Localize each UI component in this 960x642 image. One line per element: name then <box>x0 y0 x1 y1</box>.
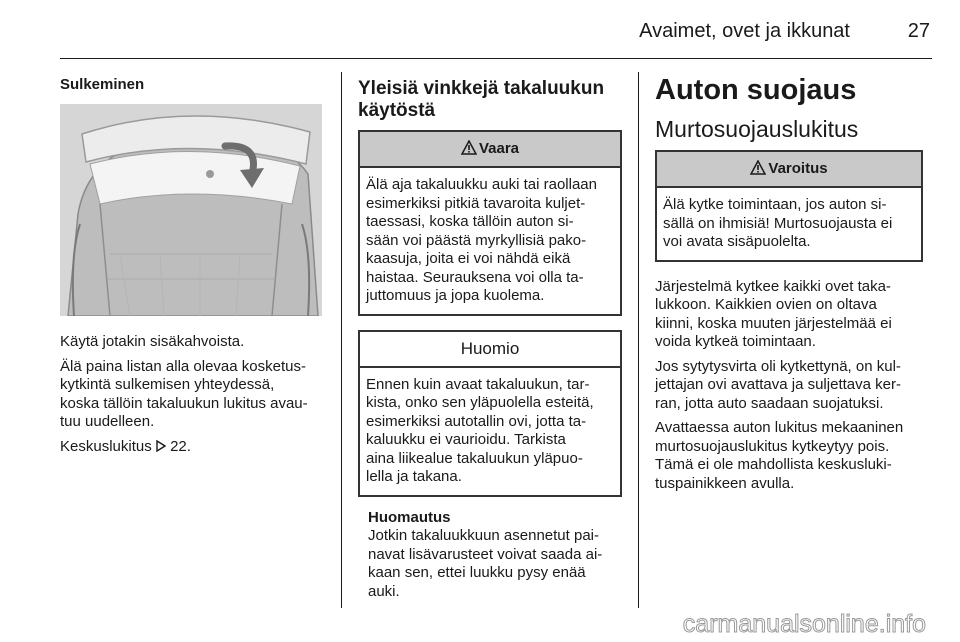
notice-box-body <box>360 368 620 495</box>
text-line: Avattaessa auton lukitus mekaaninen <box>655 419 904 436</box>
warning-box-body <box>657 188 921 260</box>
warning-triangle-icon <box>750 160 766 175</box>
paragraph <box>655 419 923 493</box>
text-line: sään voi päästä myrkyllisiä pako- <box>366 231 587 249</box>
note-title: Huomautus <box>368 508 451 526</box>
text-line: murtosuojauslukitus kytkeytyy pois. <box>655 437 890 455</box>
notice-box-header: Huomio <box>360 332 620 368</box>
closing-text <box>60 333 330 462</box>
cross-reference-label: Keskuslukitus <box>60 437 152 455</box>
text-line: navat lisävarusteet voivat saada ai- <box>368 545 603 563</box>
subheading-deadlocking: Murtosuojauslukitus <box>655 116 859 142</box>
section-heading-tips <box>358 78 622 122</box>
text-line: kytkintä sulkemisen yhteydessä, <box>60 376 275 393</box>
text-line: ran, jotta auto saadaan suojatuksi. <box>655 394 884 412</box>
tailgate-tips-column <box>358 78 622 601</box>
deadlock-text <box>655 278 923 494</box>
text-line: esimerkiksi pitkiä tavaroita kuljet- <box>366 194 586 212</box>
text-line: auki. <box>368 582 400 600</box>
caution-paragraph <box>60 358 330 432</box>
text-line: voida kytkeä toimintaan. <box>655 333 816 350</box>
text-line: lukkoon. Kaikkien ovien on oltava <box>655 296 877 313</box>
text-line: voi avata sisäpuolelta. <box>663 233 811 250</box>
section-heading-closing: Sulkeminen <box>60 76 145 93</box>
danger-box <box>358 130 622 316</box>
watermark <box>590 606 930 640</box>
text-line: haistaa. Seurauksena voi olla ta- <box>366 268 584 286</box>
text-line: Jos sytytysvirta oli kytkettynä, on kul- <box>655 357 901 375</box>
text-line: tuspainikkeen avulla. <box>655 474 795 492</box>
text-line: Järjestelmä kytkee kaikki ovet taka- <box>655 277 891 295</box>
cross-reference <box>60 438 330 457</box>
warning-box-header <box>657 152 921 188</box>
text-line: esimerkiksi autotallin ovi, jotta ta- <box>366 412 587 430</box>
text-line: kista, onko sen yläpuolella esteitä, <box>366 394 594 411</box>
text-line: Tämä ei ole mahdollista keskusluki- <box>655 456 892 473</box>
vehicle-security-column <box>655 74 923 499</box>
warning-box <box>655 150 923 262</box>
text-line: kaluukku ei vaurioidu. Tarkista <box>366 431 566 448</box>
text-line: kaan sen, ettei luukku pysy enää <box>368 564 586 581</box>
danger-box-header <box>360 132 620 168</box>
text-line: Jotkin takaluukkuun asennetut pai- <box>368 527 599 544</box>
page-reference-icon <box>156 440 166 452</box>
text-line: Älä paina listan alla olevaa kosketus- <box>60 357 306 375</box>
danger-box-body <box>360 168 620 314</box>
note-block <box>358 509 622 602</box>
running-header-title: Avaimet, ovet ja ikkunat <box>639 20 850 42</box>
column-divider-right <box>638 72 639 608</box>
section-heading-vehicle-security: Auton suojaus <box>655 74 857 106</box>
notice-box <box>358 330 622 497</box>
text-line: Älä kytke toimintaan, jos auton si- <box>663 196 887 213</box>
tailgate-drawing <box>60 104 322 316</box>
warning-triangle-icon <box>461 140 477 155</box>
text-line: taessasi, koska tällöin auton si- <box>366 213 574 230</box>
instruction-paragraph: Käytä jotakin sisäkahvoista. <box>60 333 245 350</box>
column-divider-left <box>341 72 342 608</box>
danger-box-title: Vaara <box>478 140 520 157</box>
text-line: tuu uudelleen. <box>60 413 155 430</box>
text-line: lella ja takana. <box>366 468 462 485</box>
warning-box-title: Varoitus <box>768 160 828 177</box>
text-line: Älä aja takaluukku auki tai raollaan <box>366 176 597 193</box>
text-line: kiinni, koska muuten järjestelmää ei <box>655 314 892 332</box>
text-line: aina liikealue takaluukun yläpuo- <box>366 449 583 467</box>
page-number: 27 <box>907 20 930 42</box>
text-line: kaasuja, joita ei voi nähdä eikä <box>366 250 571 267</box>
paragraph <box>655 358 923 414</box>
text-line: sällä on ihmisiä! Murtosuojausta ei <box>663 214 893 232</box>
header-rule <box>60 58 932 59</box>
cross-reference-page: 22. <box>170 437 191 455</box>
text-line: Ennen kuin avaat takaluukun, tar- <box>366 375 590 393</box>
text-line: jettajan ovi avattava ja suljettava ker- <box>655 376 901 393</box>
text-line: koska tällöin takaluukun lukitus avau- <box>60 394 308 412</box>
heading-line: käytöstä <box>358 100 436 121</box>
tailgate-illustration <box>60 104 322 316</box>
heading-line: Yleisiä vinkkejä takaluukun <box>358 78 605 99</box>
text-line: juttomuus ja jopa kuolema. <box>366 287 545 304</box>
paragraph <box>655 278 923 352</box>
watermark-text: carmanualsonline.info <box>682 610 926 638</box>
